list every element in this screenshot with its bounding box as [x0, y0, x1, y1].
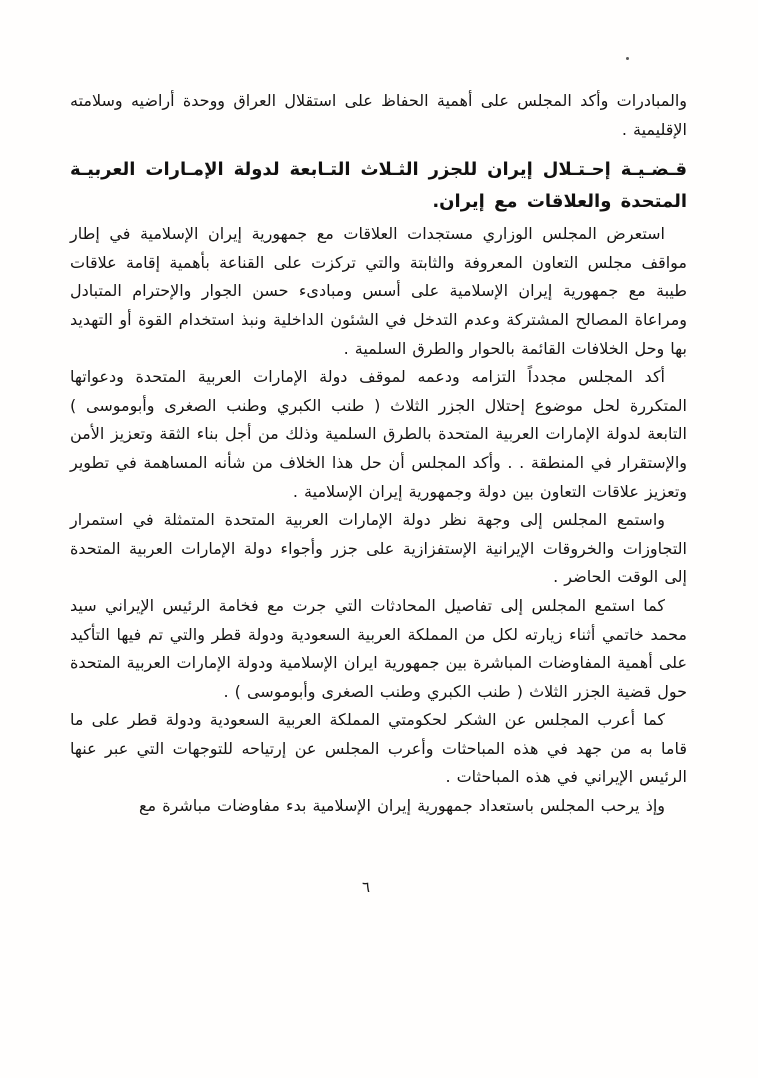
scan-artifact-dot: [626, 57, 629, 60]
paragraph-thanks: كما أعرب المجلس عن الشكر لحكومتي المملكة العربية السعودية ودولة قطر على ما قاما به من جهد في هذه المباحثات وأعرب المجلس عن إرتياحه للتوجهات التي عبر عنها الرئيس الإيراني في هذه المباحثات .: [70, 710, 687, 787]
paragraph-khatami-talks: كما استمع المجلس إلى تفاصيل المحادثات التي جرت مع فخامة الرئيس الإيراني سيد محمد خاتمي أثناء زيارته لكل من المملكة العربية السعودية ودولة قطر والتي تم فيها التأكيد على أهمية المفاوضات المباشرة بين جمهورية ايران الإسلامية ودولة الإمارات العربية المتحدة حول قضية الجزر الثلاث ( طنب الكبري وطنب الصغرى وأبوموسى ) .: [70, 595, 687, 701]
paragraph-council-review: استعرض المجلس الوزاري مستجدات العلاقات مع جمهورية إيران الإسلامية في إطار مواقف مجلس التعاون المعروفة والثابتة والتي تركزت على القناعة بأهمية إقامة علاقات طيبة مع جمهورية إيران الإسلامية على أسس ومبادىء حسن الجوار والإحترام المتبادل ومراعاة المصالح المشتركة وعدم التدخل في الشئون الداخلية ونبذ استخدام القوة أو التهديد بها وحل الخلافات القائمة بالحوار والطرق السلمية .: [70, 224, 687, 358]
section-heading: قـضـيـة إحـتـلال إيران للجزر الثـلاث التـابعة لدولة الإمـارات العربيـة المتحدة والعلاقات مع إيران.: [70, 159, 687, 212]
paragraph-islands-support: أكد المجلس مجدداً التزامه ودعمه لموقف دولة الإمارات العربية المتحدة ودعواتها المتكررة لحل موضوع إحتلال الجزر الثلاث ( طنب الكبري وطنب الصغرى وأبوموسى ) التابعة لدولة الإمارات العربية المتحدة بالطرق السلمية وذلك من أجل بناء الثقة وتعزيز الأمن والإستقرار في المنطقة . . وأكد المجلس أن حل هذا الخلاف من شأنه المساهمة في تطوير وتعزيز علاقات التعاون بين دولة وجمهورية إيران الإسلامية .: [70, 367, 687, 501]
page-number: ٦: [362, 878, 371, 896]
paragraph-negotiations: وإذ يرحب المجلس باستعداد جمهورية إيران الإسلامية بدء مفاوضات مباشرة مع: [139, 796, 665, 816]
paragraph-continuation: والمبادرات وأكد المجلس على أهمية الحفاظ على استقلال العراق ووحدة أراضيه وسلامته الإقليمية .: [70, 91, 687, 139]
paragraph-uae-viewpoint: واستمع المجلس إلى وجهة نظر دولة الإمارات العربية المتحدة المتمثلة في استمرار التجاوزات والخروقات الإيرانية الإستفزازية على جزر وأجواء دولة الإمارات العربية المتحدة إلى الوقت الحاضر .: [70, 510, 687, 587]
text-column: [70, 87, 687, 821]
